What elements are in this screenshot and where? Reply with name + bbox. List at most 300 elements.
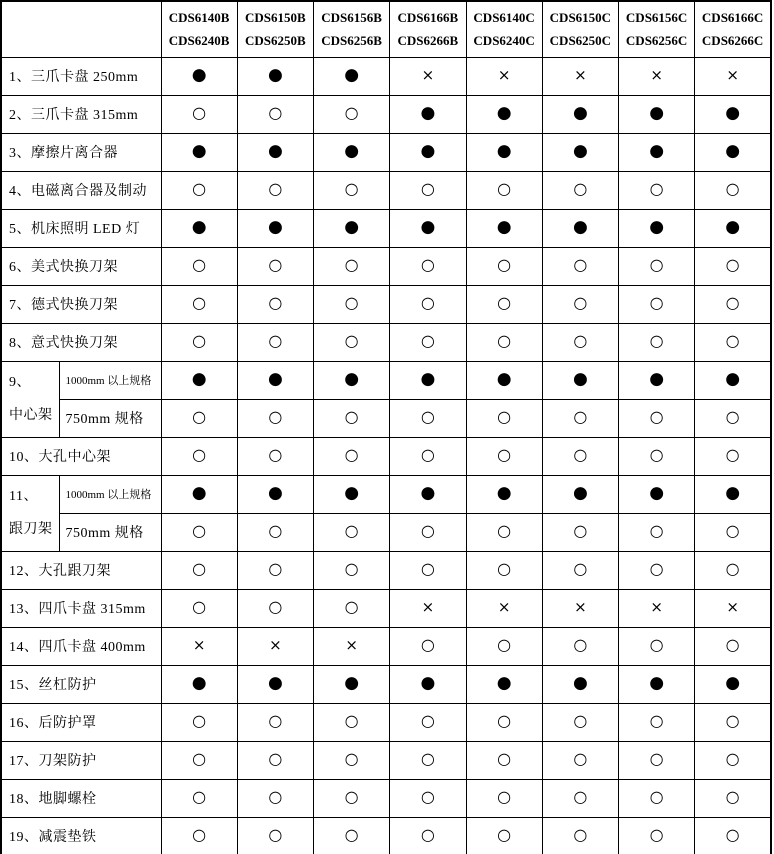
option-symbol: ○ — [573, 407, 588, 426]
option-cell — [542, 285, 618, 323]
option-symbol: ● — [649, 483, 665, 503]
option-symbol: ○ — [420, 179, 435, 198]
option-cell — [390, 741, 466, 779]
option-symbol: ○ — [497, 331, 512, 350]
option-symbol: ○ — [420, 749, 435, 768]
option-symbol: ● — [725, 673, 741, 693]
option-cell — [466, 171, 542, 209]
option-cell — [237, 475, 313, 513]
row-label: 14、四爪卡盘 400mm — [1, 627, 161, 665]
option-symbol: ○ — [192, 521, 207, 540]
option-cell — [237, 437, 313, 475]
row-label: 10、大孔中心架 — [1, 437, 161, 475]
option-symbol: × — [574, 66, 587, 84]
option-cell — [390, 57, 466, 95]
table-row — [1, 741, 771, 779]
option-symbol: ● — [344, 217, 360, 237]
option-symbol: ○ — [649, 749, 664, 768]
option-cell — [390, 665, 466, 703]
option-symbol: ○ — [497, 407, 512, 426]
option-cell — [466, 703, 542, 741]
option-cell — [542, 551, 618, 589]
option-cell — [619, 665, 695, 703]
sub-row-label: 750mm 规格 — [59, 513, 161, 551]
option-cell — [542, 627, 618, 665]
option-symbol: ○ — [497, 255, 512, 274]
option-symbol: ○ — [725, 445, 740, 464]
option-cell — [161, 627, 237, 665]
option-cell — [161, 285, 237, 323]
option-symbol: ○ — [192, 749, 207, 768]
option-symbol: ○ — [268, 597, 283, 616]
option-cell — [314, 513, 390, 551]
option-symbol: ● — [420, 369, 436, 389]
option-cell — [237, 133, 313, 171]
option-symbol: ○ — [497, 293, 512, 312]
option-cell — [466, 817, 542, 854]
option-cell — [161, 361, 237, 399]
option-symbol: ● — [191, 673, 207, 693]
option-symbol: × — [269, 636, 282, 654]
option-cell — [466, 627, 542, 665]
option-symbol: × — [421, 598, 435, 616]
option-cell — [466, 361, 542, 399]
option-cell — [695, 817, 771, 854]
option-symbol: ● — [572, 103, 588, 123]
option-cell — [619, 741, 695, 779]
option-symbol: × — [726, 598, 739, 616]
option-cell — [314, 171, 390, 209]
option-symbol: ○ — [192, 787, 207, 806]
option-symbol: ● — [267, 369, 283, 389]
row-label: 18、地脚螺栓 — [1, 779, 161, 817]
option-symbol: ○ — [420, 635, 435, 654]
table-row — [1, 133, 771, 171]
option-cell — [542, 741, 618, 779]
option-symbol: ○ — [344, 787, 359, 806]
option-symbol: ○ — [344, 179, 359, 198]
option-symbol: ○ — [420, 787, 435, 806]
option-cell — [237, 627, 313, 665]
option-cell — [314, 399, 390, 437]
option-symbol: ● — [572, 141, 588, 161]
option-symbol: ○ — [649, 331, 664, 350]
option-symbol: ○ — [573, 293, 588, 312]
option-symbol: ○ — [649, 407, 664, 426]
option-cell — [390, 209, 466, 247]
option-symbol: ● — [649, 103, 665, 123]
option-symbol: ○ — [573, 635, 588, 654]
table-row — [1, 285, 771, 323]
table-row — [1, 475, 771, 513]
option-cell — [695, 475, 771, 513]
option-symbol: ○ — [573, 521, 588, 540]
option-symbol: ○ — [192, 255, 207, 274]
option-cell — [161, 779, 237, 817]
option-cell — [619, 627, 695, 665]
option-cell — [695, 247, 771, 285]
row-group-label — [1, 475, 59, 551]
option-symbol: ○ — [725, 521, 740, 540]
option-cell — [237, 57, 313, 95]
option-symbol: ○ — [268, 179, 283, 198]
option-symbol: ○ — [192, 445, 207, 464]
option-symbol: ● — [191, 141, 207, 161]
option-symbol: ● — [191, 369, 207, 389]
sub-row-label: 750mm 规格 — [59, 399, 161, 437]
option-cell — [466, 247, 542, 285]
option-symbol: ○ — [573, 787, 588, 806]
option-symbol: ● — [344, 673, 360, 693]
option-cell — [390, 779, 466, 817]
option-cell — [314, 741, 390, 779]
option-cell — [390, 323, 466, 361]
option-symbol: ○ — [725, 331, 740, 350]
option-cell — [619, 703, 695, 741]
option-symbol: ● — [344, 65, 360, 85]
option-cell — [161, 437, 237, 475]
option-cell — [237, 665, 313, 703]
option-cell — [314, 437, 390, 475]
option-cell — [619, 475, 695, 513]
option-cell — [390, 627, 466, 665]
model-name: CDS6156B — [321, 10, 382, 26]
option-cell — [237, 703, 313, 741]
option-symbol: ○ — [649, 787, 664, 806]
option-symbol: ○ — [192, 293, 207, 312]
option-symbol: ○ — [649, 711, 664, 730]
option-symbol: × — [574, 598, 587, 616]
option-cell — [695, 779, 771, 817]
option-symbol: ○ — [344, 103, 359, 122]
table-head — [1, 1, 771, 57]
option-symbol: ○ — [497, 635, 512, 654]
option-cell — [314, 57, 390, 95]
option-cell — [161, 323, 237, 361]
option-symbol: ○ — [573, 331, 588, 350]
row-group-label-line: 中心架 — [9, 408, 53, 423]
table-row — [1, 627, 771, 665]
option-symbol: ○ — [192, 331, 207, 350]
option-symbol: ○ — [268, 787, 283, 806]
option-symbol: ● — [572, 673, 588, 693]
option-cell — [237, 741, 313, 779]
option-symbol: ○ — [344, 445, 359, 464]
option-symbol: ○ — [649, 293, 664, 312]
option-symbol: ● — [191, 483, 207, 503]
option-symbol: ● — [267, 141, 283, 161]
option-cell — [619, 589, 695, 627]
option-symbol: ○ — [725, 711, 740, 730]
option-symbol: ● — [572, 483, 588, 503]
model-name: CDS6240B — [168, 33, 230, 49]
option-symbol: ● — [725, 217, 741, 237]
option-cell — [314, 285, 390, 323]
option-cell — [619, 361, 695, 399]
option-cell — [542, 361, 618, 399]
model-name: CDS6140C — [473, 10, 535, 26]
option-cell — [314, 95, 390, 133]
option-cell — [161, 589, 237, 627]
option-cell — [466, 399, 542, 437]
option-symbol: ● — [420, 673, 436, 693]
option-symbol: ○ — [268, 445, 283, 464]
option-cell — [390, 399, 466, 437]
option-cell — [542, 437, 618, 475]
option-cell — [390, 589, 466, 627]
option-symbol: ○ — [497, 521, 512, 540]
option-symbol: ○ — [573, 559, 588, 578]
table-row — [1, 513, 771, 551]
option-cell — [619, 399, 695, 437]
option-symbol: ● — [725, 103, 741, 123]
option-cell — [619, 513, 695, 551]
option-symbol: ○ — [420, 255, 435, 274]
row-label: 17、刀架防护 — [1, 741, 161, 779]
model-header-cell — [161, 1, 237, 57]
option-symbol: ○ — [268, 824, 283, 844]
option-symbol: ● — [267, 483, 283, 503]
option-symbol: ○ — [649, 255, 664, 274]
option-cell — [542, 513, 618, 551]
option-symbol: ○ — [192, 597, 207, 616]
table-row — [1, 361, 771, 399]
row-label: 16、后防护罩 — [1, 703, 161, 741]
option-cell — [237, 551, 313, 589]
option-cell — [390, 817, 466, 854]
option-cell — [314, 589, 390, 627]
option-cell — [695, 171, 771, 209]
option-cell — [695, 361, 771, 399]
option-symbol: ○ — [268, 293, 283, 312]
option-symbol: ● — [267, 65, 283, 85]
sub-row-label: 1000mm 以上规格 — [59, 475, 161, 513]
option-cell — [695, 627, 771, 665]
option-symbol: ● — [649, 369, 665, 389]
option-symbol: ● — [725, 483, 741, 503]
option-cell — [390, 551, 466, 589]
option-symbol: ○ — [420, 521, 435, 540]
option-symbol: ○ — [268, 407, 283, 426]
option-cell — [161, 57, 237, 95]
option-symbol: ○ — [420, 824, 435, 844]
option-cell — [237, 361, 313, 399]
row-label: 19、减震垫铁 — [1, 817, 161, 854]
option-symbol: ○ — [344, 293, 359, 312]
option-cell — [695, 133, 771, 171]
option-cell — [390, 361, 466, 399]
option-cell — [314, 209, 390, 247]
option-symbol: ● — [572, 369, 588, 389]
row-label: 7、德式快换刀架 — [1, 285, 161, 323]
model-name: CDS6256B — [321, 33, 382, 49]
row-group-label — [1, 361, 59, 437]
option-symbol: ○ — [420, 711, 435, 730]
row-label: 6、美式快换刀架 — [1, 247, 161, 285]
option-symbol: ● — [725, 141, 741, 161]
option-symbol: ● — [344, 141, 360, 161]
header-row — [1, 1, 771, 57]
option-cell — [466, 513, 542, 551]
option-cell — [542, 779, 618, 817]
option-cell — [237, 817, 313, 854]
option-symbol: ○ — [725, 293, 740, 312]
option-symbol: ○ — [497, 749, 512, 768]
row-group-label-line: 跟刀架 — [9, 522, 53, 537]
option-symbol: × — [650, 66, 663, 84]
option-cell — [314, 665, 390, 703]
option-symbol: ○ — [573, 749, 588, 768]
option-symbol: ○ — [192, 407, 207, 426]
option-cell — [466, 589, 542, 627]
model-name: CDS6150C — [549, 10, 612, 26]
option-cell — [619, 817, 695, 854]
option-cell — [542, 323, 618, 361]
option-symbol: ○ — [497, 824, 512, 844]
option-cell — [619, 779, 695, 817]
option-cell — [161, 133, 237, 171]
sub-row-label: 1000mm 以上规格 — [59, 361, 161, 399]
option-symbol: ● — [649, 141, 665, 161]
option-cell — [542, 57, 618, 95]
option-cell — [314, 817, 390, 854]
model-header-cell — [390, 1, 466, 57]
option-symbol: ○ — [497, 787, 512, 806]
table-row — [1, 437, 771, 475]
option-cell — [237, 209, 313, 247]
option-symbol: ○ — [649, 635, 664, 654]
option-symbol: ● — [420, 103, 436, 123]
option-symbol: ● — [572, 217, 588, 237]
row-group-label-line: 11、 — [9, 489, 38, 504]
option-cell — [237, 589, 313, 627]
option-cell — [466, 323, 542, 361]
option-symbol: ● — [420, 483, 436, 503]
model-name: CDS6250B — [245, 33, 306, 49]
option-symbol: × — [650, 598, 663, 616]
option-cell — [466, 437, 542, 475]
option-symbol: ○ — [725, 179, 740, 198]
option-cell — [390, 513, 466, 551]
option-cell — [390, 171, 466, 209]
option-cell — [314, 247, 390, 285]
option-symbol: ○ — [344, 521, 359, 540]
option-cell — [542, 171, 618, 209]
option-cell — [619, 57, 695, 95]
option-cell — [237, 323, 313, 361]
option-cell — [314, 361, 390, 399]
option-cell — [466, 57, 542, 95]
option-symbol: ○ — [192, 711, 207, 730]
table-row — [1, 665, 771, 703]
option-symbol: ○ — [344, 331, 359, 350]
option-cell — [161, 817, 237, 854]
option-symbol: ● — [496, 217, 512, 237]
option-cell — [542, 817, 618, 854]
table-row — [1, 247, 771, 285]
option-symbol: × — [421, 66, 435, 84]
option-cell — [695, 209, 771, 247]
option-cell — [237, 247, 313, 285]
model-name: CDS6256C — [625, 33, 688, 49]
option-cell — [542, 209, 618, 247]
option-symbol: ● — [649, 673, 665, 693]
model-header-cell — [542, 1, 618, 57]
option-symbol: ○ — [268, 559, 283, 578]
table-row — [1, 95, 771, 133]
option-cell — [695, 741, 771, 779]
option-symbol: ● — [649, 217, 665, 237]
option-symbol: ○ — [344, 407, 359, 426]
option-cell — [390, 95, 466, 133]
option-symbol: ○ — [420, 559, 435, 578]
option-cell — [695, 665, 771, 703]
option-cell — [161, 703, 237, 741]
option-cell — [161, 475, 237, 513]
option-cell — [237, 399, 313, 437]
option-cell — [390, 437, 466, 475]
option-symbol: ○ — [420, 331, 435, 350]
option-cell — [237, 95, 313, 133]
model-name: CDS6166C — [701, 10, 764, 26]
option-symbol: ● — [420, 141, 436, 161]
option-symbol: ○ — [192, 559, 207, 578]
option-symbol: ● — [344, 369, 360, 389]
option-symbol: ○ — [344, 255, 359, 274]
table-row — [1, 323, 771, 361]
option-cell — [466, 209, 542, 247]
option-cell — [695, 589, 771, 627]
option-symbol: ○ — [268, 521, 283, 540]
option-cell — [390, 133, 466, 171]
row-label: 13、四爪卡盘 315mm — [1, 589, 161, 627]
option-symbol: ○ — [573, 179, 588, 198]
option-cell — [619, 171, 695, 209]
option-cell — [619, 437, 695, 475]
option-cell — [314, 551, 390, 589]
table-body — [1, 57, 771, 854]
model-header-cell — [619, 1, 695, 57]
table-row — [1, 57, 771, 95]
option-symbol: ○ — [268, 255, 283, 274]
row-label: 15、丝杠防护 — [1, 665, 161, 703]
option-cell — [314, 323, 390, 361]
option-symbol: ○ — [573, 711, 588, 730]
option-symbol: ● — [267, 673, 283, 693]
option-symbol: ○ — [344, 597, 359, 616]
option-cell — [237, 779, 313, 817]
option-symbol: ○ — [725, 635, 740, 654]
option-symbol: ● — [267, 217, 283, 237]
option-symbol: ○ — [649, 445, 664, 464]
option-cell — [542, 589, 618, 627]
option-cell — [466, 285, 542, 323]
option-cell — [390, 247, 466, 285]
option-symbol: ○ — [192, 103, 207, 122]
option-symbol: ● — [725, 369, 741, 389]
option-symbol: ○ — [192, 824, 207, 844]
option-cell — [390, 703, 466, 741]
option-cell — [619, 133, 695, 171]
option-cell — [161, 665, 237, 703]
model-name: CDS6150B — [245, 10, 306, 26]
corner-cell — [1, 1, 161, 57]
option-cell — [466, 741, 542, 779]
option-symbol: ○ — [344, 824, 359, 844]
option-cell — [390, 285, 466, 323]
option-symbol: ○ — [725, 255, 740, 274]
option-symbol: ○ — [649, 179, 664, 198]
